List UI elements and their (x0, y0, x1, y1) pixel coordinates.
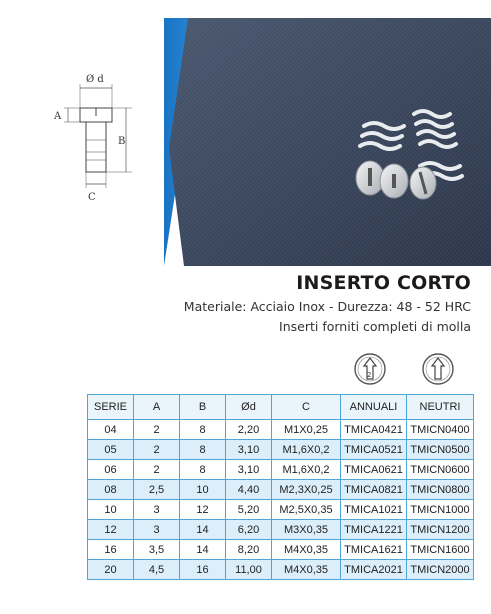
cell-b: 10 (180, 480, 226, 500)
table-row (88, 520, 474, 540)
cell-serie: 12 (88, 520, 134, 540)
cell-a: 4,5 (134, 560, 180, 580)
header-b: B (180, 395, 226, 420)
table-row (88, 420, 474, 440)
cell-annuali: TMICA0821 (341, 480, 407, 500)
cell-d: 3,10 (226, 460, 272, 480)
cell-c: M2,5X0,35 (272, 500, 341, 520)
header-c: C (272, 395, 341, 420)
header-serie: SERIE (88, 395, 134, 420)
cell-b: 8 (180, 440, 226, 460)
cell-b: 12 (180, 500, 226, 520)
cell-a: 3 (134, 500, 180, 520)
header-neutri: NEUTRI (407, 395, 474, 420)
photo-illustration (164, 18, 491, 266)
dim-c-label: C (88, 192, 96, 203)
cell-annuali: TMICA0521 (341, 440, 407, 460)
header-a: A (134, 395, 180, 420)
product-photo (164, 18, 491, 266)
cell-c: M4X0,35 (272, 540, 341, 560)
cell-serie: 05 (88, 440, 134, 460)
insert-diagram (40, 60, 180, 210)
spec-table (87, 394, 474, 580)
cell-b: 8 (180, 460, 226, 480)
cell-annuali: TMICA0421 (341, 420, 407, 440)
table-row (88, 460, 474, 480)
cell-neutri: TMICN1200 (407, 520, 474, 540)
cell-neutri: TMICN0500 (407, 440, 474, 460)
cell-a: 2 (134, 440, 180, 460)
cell-b: 14 (180, 520, 226, 540)
cell-serie: 20 (88, 560, 134, 580)
supply-note: Inserti forniti completi di molla (279, 319, 471, 334)
cell-d: 6,20 (226, 520, 272, 540)
cell-c: M1,6X0,2 (272, 440, 341, 460)
cell-serie: 10 (88, 500, 134, 520)
cell-serie: 06 (88, 460, 134, 480)
cell-d: 11,00 (226, 560, 272, 580)
cell-c: M1,6X0,2 (272, 460, 341, 480)
header-annuali: ANNUALI (341, 395, 407, 420)
technical-drawing (40, 60, 180, 210)
cell-a: 3,5 (134, 540, 180, 560)
plain-insert-icon (421, 352, 455, 386)
table-header-row (88, 395, 474, 420)
cell-c: M3X0,35 (272, 520, 341, 540)
cell-d: 4,40 (226, 480, 272, 500)
cell-a: 2 (134, 460, 180, 480)
dim-a-label: A (54, 111, 62, 122)
table-row (88, 540, 474, 560)
material-spec: Materiale: Acciaio Inox - Durezza: 48 - 52 HRC (183, 299, 471, 314)
cell-neutri: TMICN0400 (407, 420, 474, 440)
cell-b: 8 (180, 420, 226, 440)
cell-d: 5,20 (226, 500, 272, 520)
numbered-insert-icon (353, 352, 387, 386)
cell-c: M4X0,35 (272, 560, 341, 580)
cell-c: M1X0,25 (272, 420, 341, 440)
table-row (88, 480, 474, 500)
cell-b: 16 (180, 560, 226, 580)
cell-annuali: TMICA1221 (341, 520, 407, 540)
table-row (88, 440, 474, 460)
table-row (88, 500, 474, 520)
cell-annuali: TMICA0621 (341, 460, 407, 480)
cell-a: 2 (134, 420, 180, 440)
cell-b: 14 (180, 540, 226, 560)
svg-text:2: 2 (367, 371, 372, 379)
cell-neutri: TMICN0800 (407, 480, 474, 500)
cell-annuali: TMICA1621 (341, 540, 407, 560)
product-title: INSERTO CORTO (296, 272, 471, 294)
cell-d: 2,20 (226, 420, 272, 440)
cell-c: M2,3X0,25 (272, 480, 341, 500)
cell-neutri: TMICN1000 (407, 500, 474, 520)
cell-annuali: TMICA2021 (341, 560, 407, 580)
cell-serie: 04 (88, 420, 134, 440)
cell-neutri: TMICN2000 (407, 560, 474, 580)
cell-neutri: TMICN0600 (407, 460, 474, 480)
cell-d: 8,20 (226, 540, 272, 560)
cell-a: 2,5 (134, 480, 180, 500)
cell-d: 3,10 (226, 440, 272, 460)
cell-a: 3 (134, 520, 180, 540)
cell-serie: 08 (88, 480, 134, 500)
cell-annuali: TMICA1021 (341, 500, 407, 520)
cell-neutri: TMICN1600 (407, 540, 474, 560)
dim-b-label: B (118, 136, 126, 147)
cell-serie: 16 (88, 540, 134, 560)
dim-d-label: Ø d (86, 74, 104, 85)
table-row (88, 560, 474, 580)
header-d: Ød (226, 395, 272, 420)
